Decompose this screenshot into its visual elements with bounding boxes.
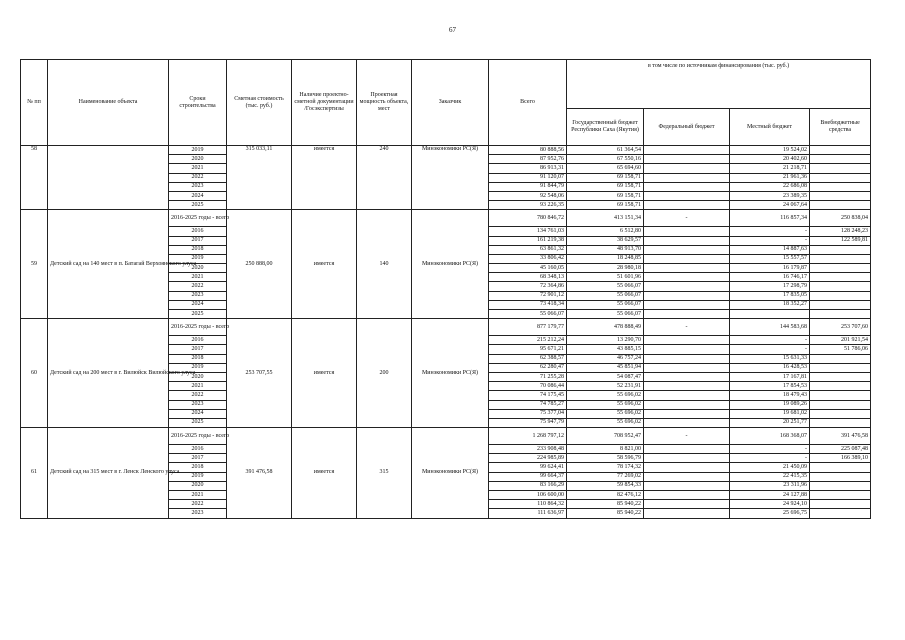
local-budget-amount: 24 127,88 <box>730 491 810 500</box>
object-total-row <box>21 428 871 445</box>
total-amount: 74 175,45 <box>489 391 567 400</box>
project-capacity: 200 <box>357 319 412 428</box>
design-docs-status: имеется <box>292 210 357 319</box>
local-budget-amount: 18 479,43 <box>730 391 810 400</box>
total-amount: 99 664,37 <box>489 472 567 481</box>
header-sources: в том числе по источникам финансирования (тыс. руб.) <box>567 60 871 109</box>
construction-year: 2022 <box>169 391 227 400</box>
construction-year: 2023 <box>169 291 227 300</box>
construction-year: 2016 <box>169 227 227 236</box>
state-budget-amount: 55 696,02 <box>567 391 644 400</box>
state-budget-amount: 28 980,18 <box>567 264 644 273</box>
construction-year: 2017 <box>169 454 227 463</box>
extra-budget-amount: 253 707,60 <box>810 319 871 336</box>
local-budget-amount: - <box>730 445 810 454</box>
state-budget-amount: 52 231,91 <box>567 382 644 391</box>
construction-year: 2024 <box>169 191 227 200</box>
construction-year: 2019 <box>169 363 227 372</box>
extra-budget-amount <box>810 245 871 254</box>
federal-budget-amount <box>644 191 730 200</box>
project-capacity: 140 <box>357 210 412 319</box>
local-budget-amount: 14 887,63 <box>730 245 810 254</box>
federal-budget-amount <box>644 336 730 345</box>
estimated-cost: 250 888,00 <box>227 210 292 319</box>
state-budget-amount: 55 066,07 <box>567 291 644 300</box>
local-budget-amount: 20 251,77 <box>730 418 810 427</box>
local-budget-amount: 21 450,09 <box>730 463 810 472</box>
state-budget-amount: 43 885,15 <box>567 345 644 354</box>
total-amount: 780 846,72 <box>489 210 567 227</box>
state-budget-amount: 77 269,02 <box>567 472 644 481</box>
header-federal-budget: Федеральный бюджет <box>644 109 730 146</box>
federal-budget-amount <box>644 400 730 409</box>
state-budget-amount: 78 174,32 <box>567 463 644 472</box>
state-budget-amount: 69 158,71 <box>567 201 644 210</box>
state-budget-amount: 69 158,71 <box>567 182 644 191</box>
local-budget-amount: 16 179,87 <box>730 264 810 273</box>
extra-budget-amount: 51 786,06 <box>810 345 871 354</box>
federal-budget-amount <box>644 500 730 509</box>
total-amount: 134 761,03 <box>489 227 567 236</box>
federal-budget-amount <box>644 418 730 427</box>
construction-year: 2016-2025 годы - всего <box>169 210 227 227</box>
state-budget-amount: 55 696,02 <box>567 418 644 427</box>
extra-budget-amount <box>810 382 871 391</box>
state-budget-amount: 38 629,57 <box>567 236 644 245</box>
federal-budget-amount <box>644 463 730 472</box>
design-docs-status: имеется <box>292 319 357 428</box>
total-amount: 72 901,12 <box>489 291 567 300</box>
federal-budget-amount: - <box>644 319 730 336</box>
customer: Минэкономики РС(Я) <box>412 319 489 428</box>
construction-year: 2025 <box>169 418 227 427</box>
state-budget-amount: 85 940,22 <box>567 500 644 509</box>
header-num: № пп <box>21 60 48 146</box>
design-docs-status: имеется <box>292 428 357 519</box>
total-amount: 1 268 797,12 <box>489 428 567 445</box>
total-amount: 111 636,97 <box>489 509 567 518</box>
extra-budget-amount <box>810 354 871 363</box>
total-amount: 233 908,48 <box>489 445 567 454</box>
local-budget-amount: - <box>730 454 810 463</box>
construction-year: 2023 <box>169 509 227 518</box>
total-amount: 91 120,07 <box>489 173 567 182</box>
total-amount: 63 861,32 <box>489 245 567 254</box>
federal-budget-amount <box>644 300 730 309</box>
table-row <box>21 146 871 155</box>
extra-budget-amount: 166 389,10 <box>810 454 871 463</box>
federal-budget-amount <box>644 291 730 300</box>
state-budget-amount: 58 596,79 <box>567 454 644 463</box>
estimated-cost: 391 476,58 <box>227 428 292 519</box>
extra-budget-amount <box>810 254 871 263</box>
header-extra-budget: Внебюджетные средства <box>810 109 871 146</box>
extra-budget-amount: 225 087,48 <box>810 445 871 454</box>
object-number: 61 <box>21 428 48 519</box>
federal-budget-amount <box>644 227 730 236</box>
extra-budget-amount <box>810 310 871 319</box>
federal-budget-amount <box>644 182 730 191</box>
extra-budget-amount <box>810 372 871 381</box>
construction-year: 2025 <box>169 310 227 319</box>
object-number: 58 <box>21 146 48 210</box>
extra-budget-amount <box>810 201 871 210</box>
state-budget-amount: 51 601,96 <box>567 273 644 282</box>
object-name: Детский сад на 140 мест в п. Батагай Верхоянского улуса <box>48 210 169 319</box>
table-header <box>21 60 871 146</box>
state-budget-amount: 46 757,24 <box>567 354 644 363</box>
construction-year: 2020 <box>169 264 227 273</box>
total-amount: 161 219,38 <box>489 236 567 245</box>
customer: Минэкономики РС(Я) <box>412 210 489 319</box>
local-budget-amount: 116 857,34 <box>730 210 810 227</box>
construction-year: 2018 <box>169 463 227 472</box>
construction-year: 2024 <box>169 409 227 418</box>
extra-budget-amount: 391 476,58 <box>810 428 871 445</box>
state-budget-amount: 13 290,70 <box>567 336 644 345</box>
extra-budget-amount <box>810 481 871 490</box>
state-budget-amount: 708 952,47 <box>567 428 644 445</box>
estimated-cost: 253 707,55 <box>227 319 292 428</box>
local-budget-amount: 144 583,68 <box>730 319 810 336</box>
estimated-cost: 315 033,11 <box>227 146 292 210</box>
federal-budget-amount <box>644 472 730 481</box>
federal-budget-amount <box>644 454 730 463</box>
extra-budget-amount <box>810 391 871 400</box>
federal-budget-amount <box>644 509 730 518</box>
total-amount: 55 066,07 <box>489 310 567 319</box>
page-number: 67 <box>449 26 456 34</box>
federal-budget-amount <box>644 201 730 210</box>
extra-budget-amount <box>810 409 871 418</box>
construction-year: 2019 <box>169 146 227 155</box>
local-budget-amount: 15 557,57 <box>730 254 810 263</box>
state-budget-amount: 8 821,00 <box>567 445 644 454</box>
construction-year: 2024 <box>169 300 227 309</box>
extra-budget-amount: 250 838,04 <box>810 210 871 227</box>
local-budget-amount: 17 167,81 <box>730 372 810 381</box>
total-amount: 33 806,42 <box>489 254 567 263</box>
project-capacity: 315 <box>357 428 412 519</box>
object-name <box>48 146 169 210</box>
federal-budget-amount <box>644 382 730 391</box>
total-amount: 110 864,32 <box>489 500 567 509</box>
total-amount: 72 364,86 <box>489 282 567 291</box>
funding-table <box>20 59 871 519</box>
total-amount: 62 388,57 <box>489 354 567 363</box>
local-budget-amount: 18 352,27 <box>730 300 810 309</box>
design-docs-status: имеется <box>292 146 357 210</box>
federal-budget-amount <box>644 146 730 155</box>
local-budget-amount <box>730 310 810 319</box>
federal-budget-amount <box>644 363 730 372</box>
extra-budget-amount <box>810 400 871 409</box>
federal-budget-amount <box>644 155 730 164</box>
local-budget-amount: 17 298,79 <box>730 282 810 291</box>
object-name: Детский сад на 315 мест в г. Ленск Ленского улуса <box>48 428 169 519</box>
state-budget-amount: 478 888,49 <box>567 319 644 336</box>
total-amount: 80 888,56 <box>489 146 567 155</box>
federal-budget-amount <box>644 445 730 454</box>
construction-year: 2016-2025 годы - всего <box>169 319 227 336</box>
object-name: Детский сад на 200 мест в г. Вилюйск Вилюйского улуса <box>48 319 169 428</box>
total-amount: 106 600,00 <box>489 491 567 500</box>
state-budget-amount: 69 158,71 <box>567 173 644 182</box>
extra-budget-amount <box>810 500 871 509</box>
project-capacity: 240 <box>357 146 412 210</box>
state-budget-amount: 45 851,94 <box>567 363 644 372</box>
extra-budget-amount <box>810 264 871 273</box>
total-amount: 70 086,44 <box>489 382 567 391</box>
construction-year: 2020 <box>169 155 227 164</box>
local-budget-amount: 22 686,08 <box>730 182 810 191</box>
construction-year: 2018 <box>169 245 227 254</box>
total-amount: 45 160,05 <box>489 264 567 273</box>
construction-year: 2021 <box>169 491 227 500</box>
total-amount: 83 166,29 <box>489 481 567 490</box>
federal-budget-amount <box>644 173 730 182</box>
construction-year: 2017 <box>169 345 227 354</box>
state-budget-amount: 48 913,70 <box>567 245 644 254</box>
extra-budget-amount: 201 921,54 <box>810 336 871 345</box>
extra-budget-amount <box>810 191 871 200</box>
state-budget-amount: 69 158,71 <box>567 191 644 200</box>
total-amount: 68 348,13 <box>489 273 567 282</box>
extra-budget-amount <box>810 282 871 291</box>
state-budget-amount: 55 066,07 <box>567 300 644 309</box>
header-customer: Заказчик <box>412 60 489 146</box>
local-budget-amount: 17 835,05 <box>730 291 810 300</box>
construction-year: 2019 <box>169 472 227 481</box>
extra-budget-amount <box>810 491 871 500</box>
extra-budget-amount <box>810 463 871 472</box>
federal-budget-amount <box>644 236 730 245</box>
total-amount: 86 913,31 <box>489 164 567 173</box>
local-budget-amount: - <box>730 227 810 236</box>
federal-budget-amount <box>644 345 730 354</box>
header-name: Наименование объекта <box>48 60 169 146</box>
total-amount: 92 548,06 <box>489 191 567 200</box>
local-budget-amount: 19 524,02 <box>730 146 810 155</box>
construction-year: 2019 <box>169 254 227 263</box>
construction-year: 2022 <box>169 173 227 182</box>
total-amount: 62 280,47 <box>489 363 567 372</box>
federal-budget-amount <box>644 245 730 254</box>
federal-budget-amount <box>644 354 730 363</box>
local-budget-amount: 21 218,71 <box>730 164 810 173</box>
federal-budget-amount <box>644 391 730 400</box>
total-amount: 95 671,21 <box>489 345 567 354</box>
extra-budget-amount <box>810 300 871 309</box>
federal-budget-amount <box>644 254 730 263</box>
total-amount: 99 624,41 <box>489 463 567 472</box>
total-amount: 91 844,79 <box>489 182 567 191</box>
local-budget-amount: 24 924,10 <box>730 500 810 509</box>
state-budget-amount: 413 151,34 <box>567 210 644 227</box>
local-budget-amount: 168 368,07 <box>730 428 810 445</box>
construction-year: 2025 <box>169 201 227 210</box>
construction-year: 2021 <box>169 164 227 173</box>
state-budget-amount: 55 066,07 <box>567 310 644 319</box>
construction-year: 2023 <box>169 400 227 409</box>
object-total-row <box>21 319 871 336</box>
local-budget-amount: - <box>730 345 810 354</box>
state-budget-amount: 85 940,22 <box>567 509 644 518</box>
total-amount: 93 226,35 <box>489 201 567 210</box>
federal-budget-amount <box>644 372 730 381</box>
total-amount: 877 179,77 <box>489 319 567 336</box>
extra-budget-amount <box>810 146 871 155</box>
local-budget-amount: 19 681,02 <box>730 409 810 418</box>
state-budget-amount: 67 550,16 <box>567 155 644 164</box>
extra-budget-amount <box>810 182 871 191</box>
state-budget-amount: 54 087,47 <box>567 372 644 381</box>
object-total-row <box>21 210 871 227</box>
header-docs: Наличие проектно-сметной документации /Госэкспертизы <box>292 60 357 146</box>
total-amount: 224 985,89 <box>489 454 567 463</box>
object-number: 60 <box>21 319 48 428</box>
header-local-budget: Местный бюджет <box>730 109 810 146</box>
local-budget-amount: 20 402,60 <box>730 155 810 164</box>
total-amount: 75 947,79 <box>489 418 567 427</box>
total-amount: 74 785,27 <box>489 400 567 409</box>
local-budget-amount: 16 428,53 <box>730 363 810 372</box>
extra-budget-amount <box>810 363 871 372</box>
construction-year: 2016 <box>169 445 227 454</box>
federal-budget-amount <box>644 282 730 291</box>
federal-budget-amount: - <box>644 428 730 445</box>
extra-budget-amount <box>810 418 871 427</box>
customer: Минэкономики РС(Я) <box>412 428 489 519</box>
federal-budget-amount <box>644 310 730 319</box>
local-budget-amount: 16 746,17 <box>730 273 810 282</box>
state-budget-amount: 55 696,02 <box>567 400 644 409</box>
customer: Минэкономики РС(Я) <box>412 146 489 210</box>
construction-year: 2016-2025 годы - всего <box>169 428 227 445</box>
state-budget-amount: 65 694,60 <box>567 164 644 173</box>
header-cost: Сметная стоимость (тыс. руб.) <box>227 60 292 146</box>
construction-year: 2021 <box>169 273 227 282</box>
state-budget-amount: 61 364,54 <box>567 146 644 155</box>
local-budget-amount: 19 089,26 <box>730 400 810 409</box>
header-total: Всего <box>489 60 567 146</box>
header-period: Сроки строительства <box>169 60 227 146</box>
local-budget-amount: - <box>730 336 810 345</box>
construction-year: 2022 <box>169 500 227 509</box>
federal-budget-amount <box>644 491 730 500</box>
local-budget-amount: 25 696,75 <box>730 509 810 518</box>
state-budget-amount: 6 512,80 <box>567 227 644 236</box>
extra-budget-amount <box>810 173 871 182</box>
state-budget-amount: 55 066,07 <box>567 282 644 291</box>
header-capacity: Проектная мощность объекта, мест <box>357 60 412 146</box>
state-budget-amount: 59 854,33 <box>567 481 644 490</box>
local-budget-amount: 15 631,33 <box>730 354 810 363</box>
total-amount: 87 952,76 <box>489 155 567 164</box>
federal-budget-amount <box>644 409 730 418</box>
federal-budget-amount <box>644 481 730 490</box>
extra-budget-amount <box>810 164 871 173</box>
extra-budget-amount <box>810 273 871 282</box>
total-amount: 71 255,28 <box>489 372 567 381</box>
extra-budget-amount <box>810 509 871 518</box>
extra-budget-amount <box>810 155 871 164</box>
table-body <box>21 146 871 519</box>
extra-budget-amount <box>810 472 871 481</box>
construction-year: 2016 <box>169 336 227 345</box>
total-amount: 75 377,04 <box>489 409 567 418</box>
federal-budget-amount <box>644 164 730 173</box>
local-budget-amount: - <box>730 236 810 245</box>
total-amount: 73 418,34 <box>489 300 567 309</box>
total-amount: 215 212,24 <box>489 336 567 345</box>
extra-budget-amount <box>810 291 871 300</box>
local-budget-amount: 24 067,64 <box>730 201 810 210</box>
construction-year: 2020 <box>169 481 227 490</box>
construction-year: 2022 <box>169 282 227 291</box>
extra-budget-amount: 128 248,23 <box>810 227 871 236</box>
local-budget-amount: 21 961,36 <box>730 173 810 182</box>
federal-budget-amount: - <box>644 210 730 227</box>
construction-year: 2018 <box>169 354 227 363</box>
construction-year: 2017 <box>169 236 227 245</box>
local-budget-amount: 22 415,35 <box>730 472 810 481</box>
header-state-budget: Государственный бюджет Республики Саха (Якутия) <box>567 109 644 146</box>
local-budget-amount: 23 311,96 <box>730 481 810 490</box>
local-budget-amount: 23 389,35 <box>730 191 810 200</box>
construction-year: 2023 <box>169 182 227 191</box>
object-number: 59 <box>21 210 48 319</box>
local-budget-amount: 17 854,53 <box>730 382 810 391</box>
state-budget-amount: 55 696,02 <box>567 409 644 418</box>
state-budget-amount: 82 476,12 <box>567 491 644 500</box>
construction-year: 2020 <box>169 372 227 381</box>
federal-budget-amount <box>644 273 730 282</box>
construction-year: 2021 <box>169 382 227 391</box>
state-budget-amount: 18 248,85 <box>567 254 644 263</box>
federal-budget-amount <box>644 264 730 273</box>
extra-budget-amount: 122 589,81 <box>810 236 871 245</box>
